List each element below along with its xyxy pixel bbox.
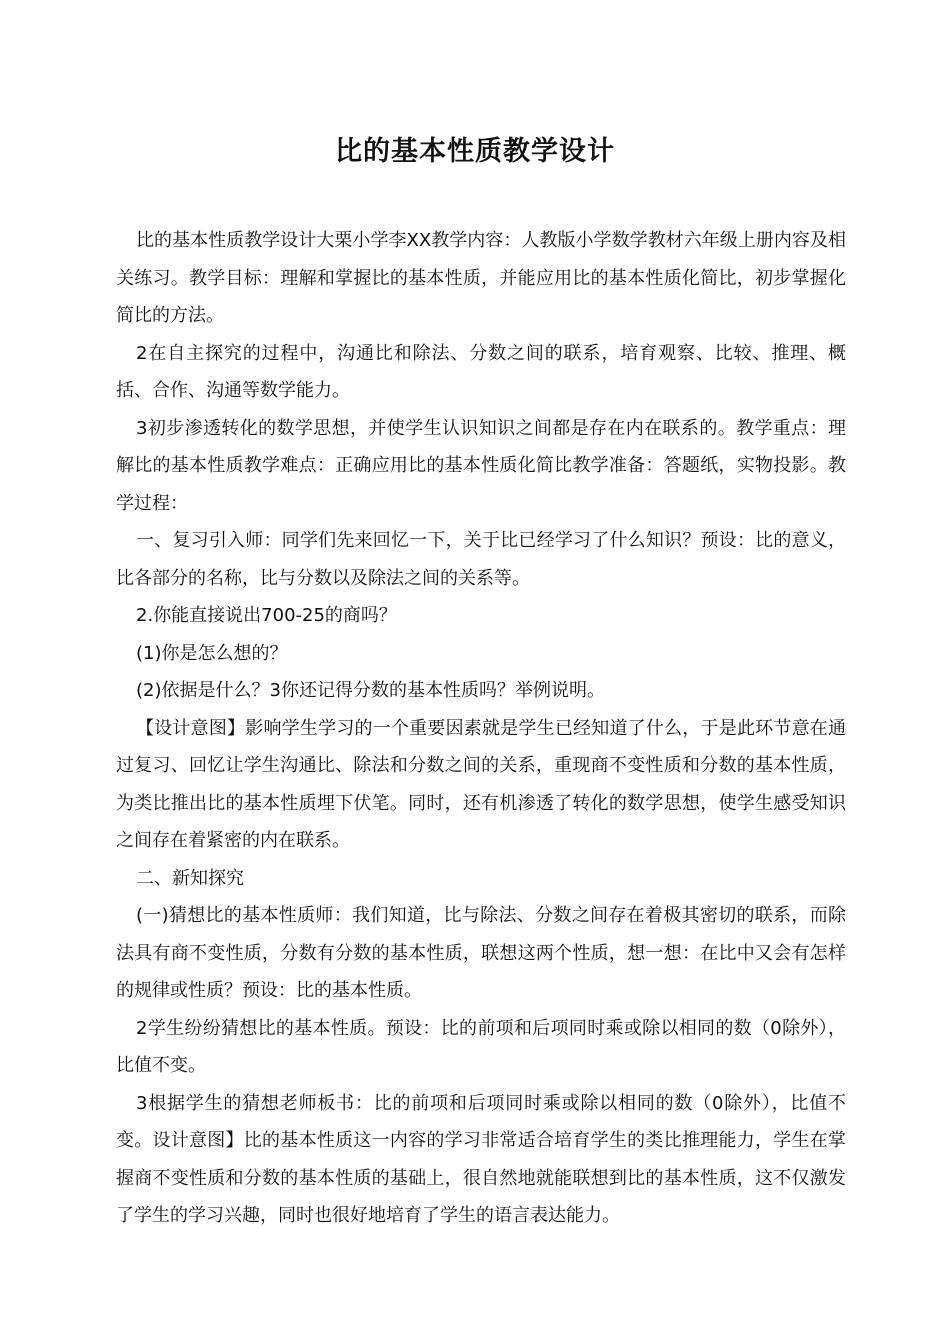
document-body	[116, 222, 846, 1235]
paragraph-objective-2: 2在自主探究的过程中，沟通比和除法、分数之间的联系，培育观察、比较、推理、概括、合作、沟通等数学能力。	[116, 342, 846, 401]
paragraph-review-intro: 一、复习引入师：同学们先来回忆一下，关于比已经学习了什么知识？预设：比的意义，比各部分的名称，比与分数以及除法之间的关系等。	[116, 530, 846, 589]
paragraph-guess-property: (一)猜想比的基本性质师：我们知道，比与除法、分数之间存在着极其密切的联系，而除法具有商不变性质，分数有分数的基本性质，联想这两个性质，想一想：在比中又会有怎样的规律或性质？预设：比的基本性质。	[116, 905, 846, 1001]
paragraph-section-2-heading: 二、新知探究	[136, 867, 244, 889]
document-title: 比的基本性质教学设计	[335, 136, 615, 167]
paragraph-teacher-board: 3根据学生的猜想老师板书：比的前项和后项同时乘或除以相同的数（0除外），比值不变。设计意图】比的基本性质这一内容的学习非常适合培育学生的类比推理能力，学生在掌握商不变性质和分数的基本性质的基础上，很自然地就能联想到比的基本性质，这不仅激发了学生的学习兴趣，同时也很好地培育了学生的语言表达能力。	[116, 1092, 846, 1226]
paragraph-student-guess: 2学生纷纷猜想比的基本性质。预设：比的前项和后项同时乘或除以相同的数（0除外），比值不变。	[116, 1017, 846, 1076]
paragraph-intro: 比的基本性质教学设计大栗小学李XX教学内容：人教版小学数学教材六年级上册内容及相关练习。教学目标：理解和掌握比的基本性质，并能应用比的基本性质化简比，初步掌握化简比的方法。	[116, 230, 846, 326]
paragraph-objective-3: 3初步渗透转化的数学思想，并使学生认识知识之间都是存在内在联系的。教学重点：理解比的基本性质教学难点：正确应用比的基本性质化简比教学准备：答题纸，实物投影。教学过程：	[116, 417, 846, 514]
paragraph-question-2-1: (1)你是怎么想的？	[136, 642, 288, 664]
paragraph-question-2: 2.你能直接说出700-25的商吗？	[136, 605, 397, 626]
paragraph-design-intent-1: 【设计意图】影响学生学习的一个重要因素就是学生已经知道了什么，于是此环节意在通过复习、回忆让学生沟通比、除法和分数之间的关系，重现商不变性质和分数的基本性质，为类比推出比的基本性质埋下伏笔。同时，还有机渗透了转化的数学思想，使学生感受知识之间存在着紧密的内在联系。	[116, 717, 846, 851]
paragraph-question-2-2: (2)依据是什么？3你还记得分数的基本性质吗？举例说明。	[136, 680, 605, 701]
